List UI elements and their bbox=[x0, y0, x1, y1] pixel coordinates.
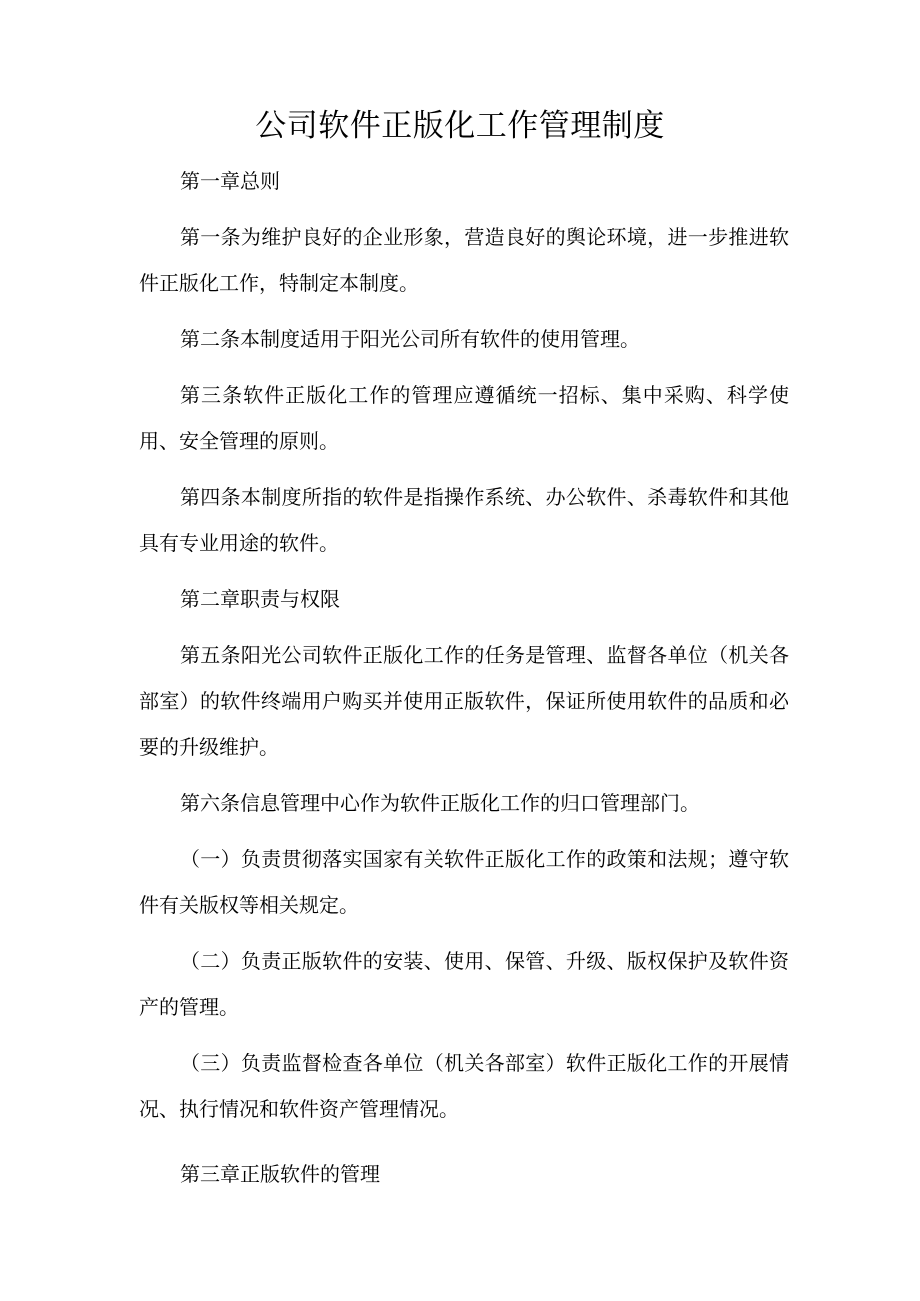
chapter-heading: 第一章总则 bbox=[180, 169, 280, 193]
article-paragraph: 第二条本制度适用于阳光公司所有软件的使用管理。 bbox=[180, 327, 640, 351]
chapter-heading: 第三章正版软件的管理 bbox=[180, 1162, 380, 1186]
article-paragraph: 第三条软件正版化工作的管理应遵循统一招标、集中采购、科学使用、安全管理的原则。 bbox=[139, 383, 789, 453]
article-paragraph: 第六条信息管理中心作为软件正版化工作的归口管理部门。 bbox=[180, 791, 700, 815]
list-item-paragraph: （三）负责监督检查各单位（机关各部室）软件正版化工作的开展情况、执行情况和软件资产管理情况。 bbox=[139, 1051, 789, 1121]
article-paragraph: 第一条为维护良好的企业形象，营造良好的舆论环境，进一步推进软件正版化工作，特制定本制度。 bbox=[139, 225, 789, 295]
document-body bbox=[139, 158, 789, 1207]
list-item-paragraph: （二）负责正版软件的安装、使用、保管、升级、版权保护及软件资产的管理。 bbox=[139, 949, 789, 1019]
list-item-paragraph: （一）负责贯彻落实国家有关软件正版化工作的政策和法规；遵守软件有关版权等相关规定。 bbox=[139, 847, 789, 917]
document-title: 公司软件正版化工作管理制度 bbox=[255, 108, 665, 144]
chapter-heading: 第二章职责与权限 bbox=[180, 587, 340, 611]
article-paragraph: 第五条阳光公司软件正版化工作的任务是管理、监督各单位（机关各部室）的软件终端用户购买并使用正版软件，保证所使用软件的品质和必要的升级维护。 bbox=[139, 643, 789, 759]
article-paragraph: 第四条本制度所指的软件是指操作系统、办公软件、杀毒软件和其他具有专业用途的软件。 bbox=[139, 485, 789, 555]
